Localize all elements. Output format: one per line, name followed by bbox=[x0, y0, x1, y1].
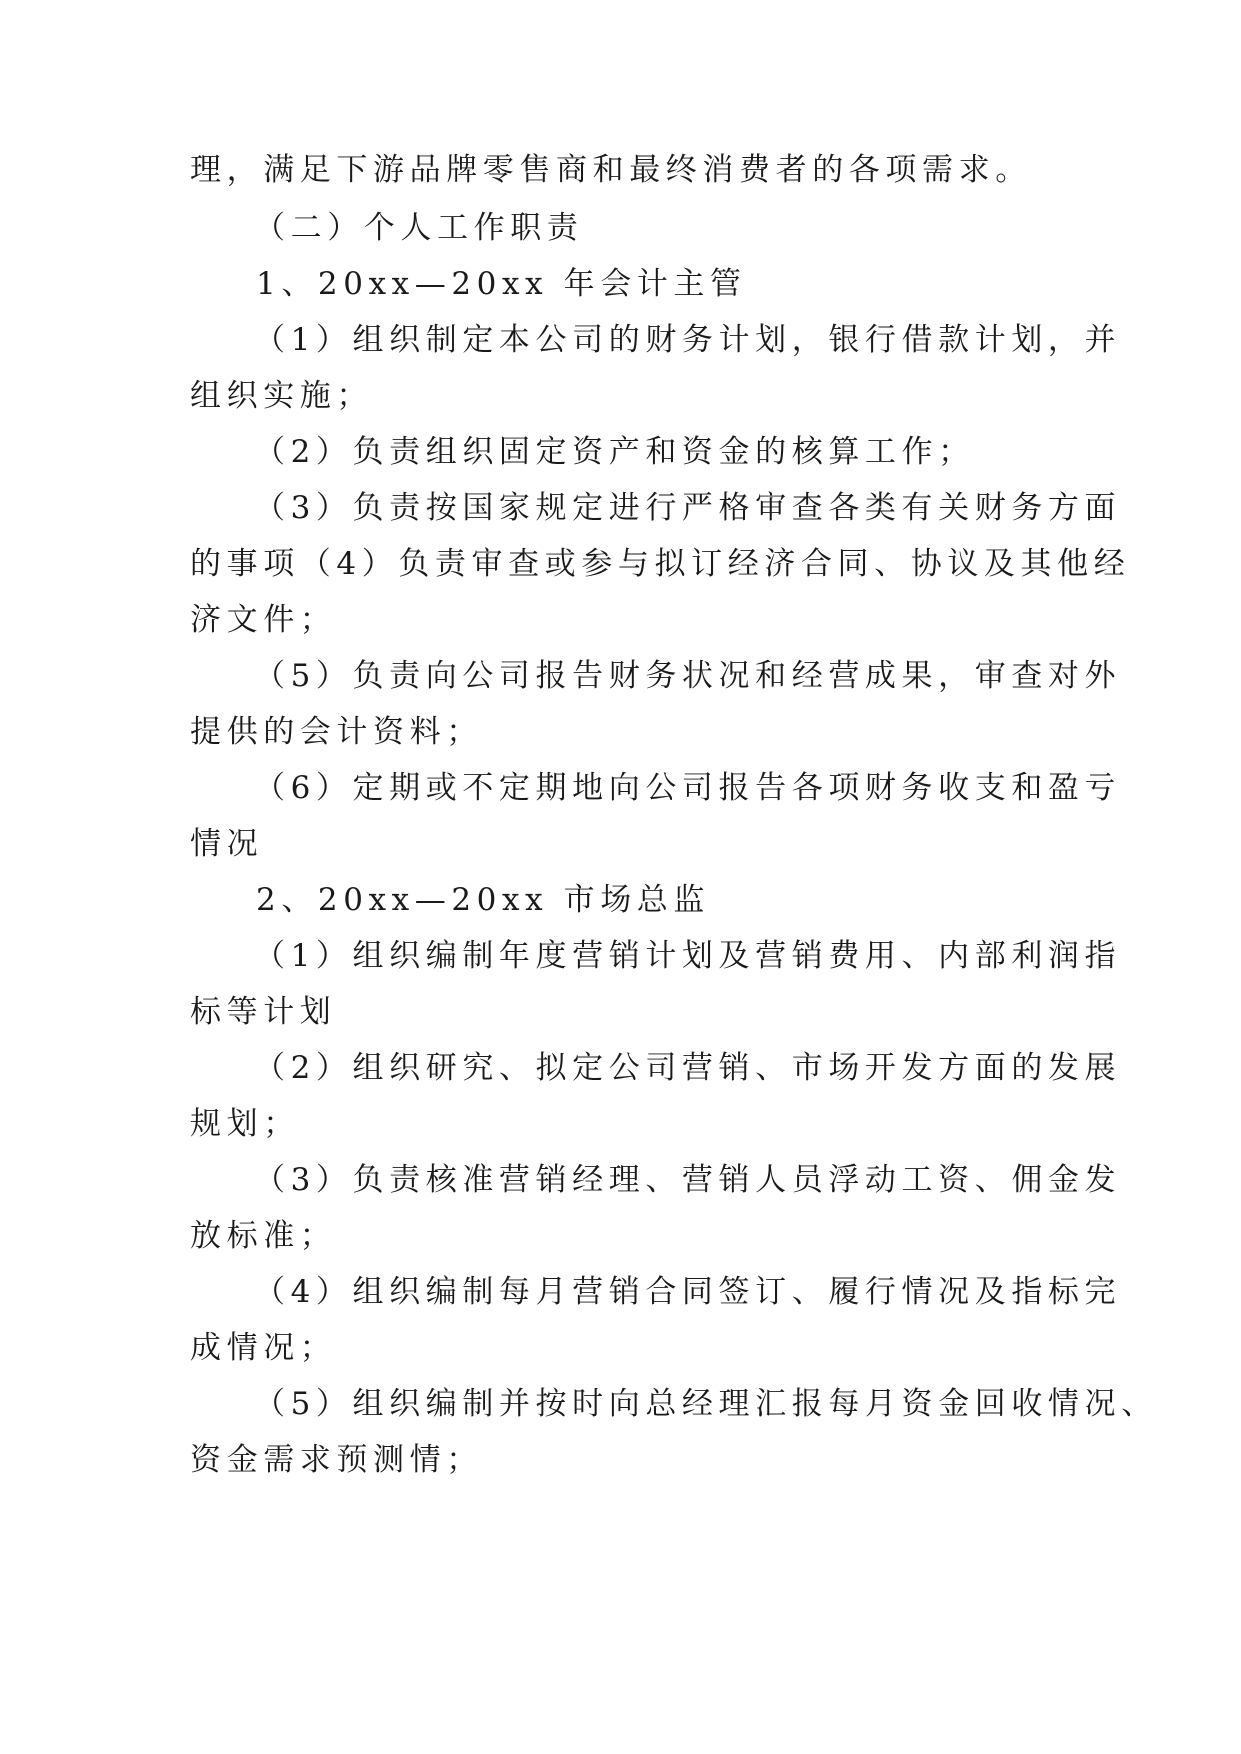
list-item-line: （6）定期或不定期地向公司报告各项财务收支和盈亏 bbox=[254, 770, 1122, 806]
list-item-line: 情况 bbox=[190, 826, 264, 862]
paragraph-line: 理，满足下游品牌零售商和最终消费者的各项需求。 bbox=[190, 152, 1032, 188]
list-item-line: （3）负责按国家规定进行严格审查各类有关财务方面 bbox=[254, 490, 1122, 526]
list-item-line: 标等计划 bbox=[190, 994, 337, 1030]
list-item-line: （2）组织研究、拟定公司营销、市场开发方面的发展 bbox=[254, 1050, 1122, 1086]
list-item-line: 规划； bbox=[190, 1106, 300, 1142]
list-item-line: 济文件； bbox=[190, 602, 337, 638]
subsection-heading: 2、20xx—20xx 市场总监 bbox=[256, 882, 711, 918]
list-item-line: 资金需求预测情； bbox=[190, 1442, 483, 1478]
list-item-line: （2）负责组织固定资产和资金的核算工作； bbox=[254, 434, 975, 470]
list-item-line: （1）组织制定本公司的财务计划，银行借款计划，并 bbox=[254, 322, 1122, 358]
list-item-line: 的事项（4）负责审查或参与拟订经济合同、协议及其他经 bbox=[190, 546, 1131, 582]
list-item-line: （4）组织编制每月营销合同签订、履行情况及指标完 bbox=[254, 1274, 1122, 1310]
list-item-line: （5）组织编制并按时向总经理汇报每月资金回收情况、 bbox=[254, 1386, 1158, 1422]
list-item-line: （1）组织编制年度营销计划及营销费用、内部利润指 bbox=[254, 938, 1122, 974]
list-item-line: 成情况； bbox=[190, 1330, 337, 1366]
list-item-line: 组织实施； bbox=[190, 378, 373, 414]
list-item-line: 放标准； bbox=[190, 1218, 337, 1254]
list-item-line: 提供的会计资料； bbox=[190, 714, 483, 750]
list-item-line: （5）负责向公司报告财务状况和经营成果，审查对外 bbox=[254, 658, 1122, 694]
list-item-line: （3）负责核准营销经理、营销人员浮动工资、佣金发 bbox=[254, 1162, 1122, 1198]
subsection-heading: 1、20xx—20xx 年会计主管 bbox=[256, 266, 747, 302]
section-heading: （二）个人工作职责 bbox=[254, 210, 584, 246]
